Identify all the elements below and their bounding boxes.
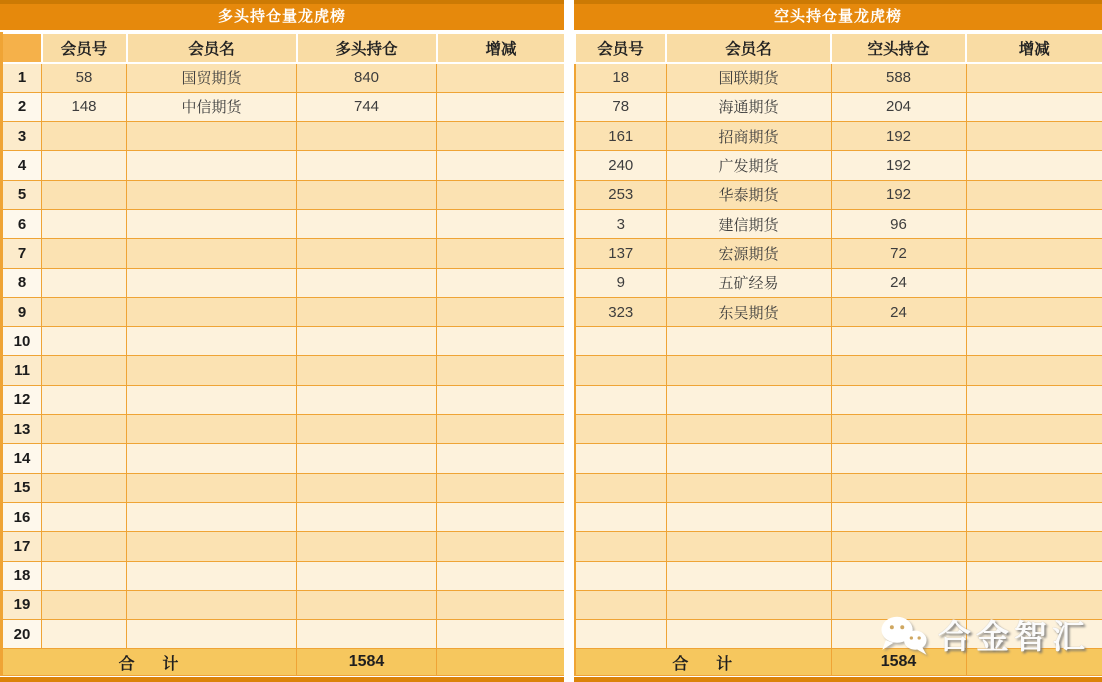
table-row bbox=[2, 620, 566, 649]
member-id-cell bbox=[42, 151, 127, 180]
change-cell bbox=[966, 444, 1102, 473]
member-id-cell bbox=[42, 327, 127, 356]
short-table-title: 空头持仓量龙虎榜 bbox=[574, 4, 1102, 30]
position-cell bbox=[297, 327, 437, 356]
member-name-cell bbox=[127, 297, 297, 326]
change-cell bbox=[437, 151, 566, 180]
table-row bbox=[2, 327, 566, 356]
table-row bbox=[575, 444, 1102, 473]
member-name-cell bbox=[127, 239, 297, 268]
member-name-cell bbox=[127, 180, 297, 209]
total-label: 合 计 bbox=[2, 649, 297, 676]
column-header-change: 增减 bbox=[437, 33, 566, 63]
member-id-cell: 78 bbox=[575, 92, 666, 121]
table-row bbox=[2, 473, 566, 502]
column-header-member-name: 会员名 bbox=[666, 33, 831, 63]
table-row bbox=[2, 297, 566, 326]
position-cell bbox=[297, 268, 437, 297]
member-id-cell: 240 bbox=[575, 151, 666, 180]
member-id-cell bbox=[42, 444, 127, 473]
member-id-cell bbox=[42, 209, 127, 238]
member-name-cell bbox=[666, 561, 831, 590]
member-name-cell bbox=[127, 590, 297, 619]
rank-cell: 7 bbox=[2, 239, 42, 268]
member-name-cell bbox=[666, 502, 831, 531]
member-id-cell: 58 bbox=[42, 63, 127, 92]
member-name-cell bbox=[127, 122, 297, 151]
position-cell bbox=[831, 561, 966, 590]
member-id-cell: 3 bbox=[575, 209, 666, 238]
total-change-cell bbox=[437, 649, 566, 676]
member-id-cell bbox=[575, 415, 666, 444]
position-cell bbox=[297, 297, 437, 326]
table-row bbox=[2, 209, 566, 238]
column-header-member-id: 会员号 bbox=[42, 33, 127, 63]
table-row bbox=[2, 502, 566, 531]
change-cell bbox=[437, 444, 566, 473]
change-cell bbox=[966, 356, 1102, 385]
change-cell bbox=[437, 327, 566, 356]
member-name-cell: 宏源期货 bbox=[666, 239, 831, 268]
change-cell bbox=[966, 122, 1102, 151]
member-id-cell bbox=[42, 415, 127, 444]
total-value: 1584 bbox=[297, 649, 437, 676]
member-id-cell: 9 bbox=[575, 268, 666, 297]
member-name-cell bbox=[127, 620, 297, 649]
rank-cell: 4 bbox=[2, 151, 42, 180]
member-name-cell bbox=[127, 415, 297, 444]
table-row bbox=[575, 502, 1102, 531]
rank-cell: 9 bbox=[2, 297, 42, 326]
rank-cell: 6 bbox=[2, 209, 42, 238]
rank-cell: 3 bbox=[2, 122, 42, 151]
rank-cell: 14 bbox=[2, 444, 42, 473]
member-id-cell: 253 bbox=[575, 180, 666, 209]
change-cell bbox=[966, 385, 1102, 414]
rank-cell: 1 bbox=[2, 63, 42, 92]
member-id-cell bbox=[42, 385, 127, 414]
table-row bbox=[575, 63, 1102, 92]
rank-cell: 13 bbox=[2, 415, 42, 444]
change-cell bbox=[966, 297, 1102, 326]
rank-cell: 12 bbox=[2, 385, 42, 414]
member-id-cell bbox=[575, 502, 666, 531]
member-id-cell bbox=[575, 561, 666, 590]
change-cell bbox=[966, 590, 1102, 619]
member-name-cell bbox=[127, 268, 297, 297]
position-cell bbox=[297, 239, 437, 268]
member-name-cell bbox=[666, 327, 831, 356]
change-cell bbox=[966, 180, 1102, 209]
table-row bbox=[2, 180, 566, 209]
table-row bbox=[575, 209, 1102, 238]
position-cell: 192 bbox=[831, 122, 966, 151]
table-row bbox=[575, 327, 1102, 356]
member-name-cell bbox=[127, 532, 297, 561]
member-name-cell bbox=[127, 151, 297, 180]
member-id-cell bbox=[575, 590, 666, 619]
change-cell bbox=[966, 532, 1102, 561]
position-cell bbox=[831, 415, 966, 444]
member-name-cell: 东吴期货 bbox=[666, 297, 831, 326]
change-cell bbox=[437, 415, 566, 444]
member-id-cell bbox=[42, 268, 127, 297]
member-name-cell: 国贸期货 bbox=[127, 63, 297, 92]
total-row bbox=[2, 649, 566, 676]
member-name-cell bbox=[666, 620, 831, 649]
position-cell: 192 bbox=[831, 180, 966, 209]
change-cell bbox=[437, 92, 566, 121]
position-cell bbox=[831, 444, 966, 473]
table-row bbox=[2, 268, 566, 297]
member-name-cell: 招商期货 bbox=[666, 122, 831, 151]
member-id-cell bbox=[42, 122, 127, 151]
member-name-cell: 海通期货 bbox=[666, 92, 831, 121]
rank-cell: 16 bbox=[2, 502, 42, 531]
long-position-table bbox=[0, 32, 567, 676]
short-position-panel bbox=[574, 0, 1102, 682]
table-row bbox=[2, 151, 566, 180]
change-cell bbox=[966, 502, 1102, 531]
change-cell bbox=[437, 532, 566, 561]
table-row bbox=[575, 473, 1102, 502]
position-cell bbox=[297, 620, 437, 649]
member-id-cell bbox=[575, 532, 666, 561]
change-cell bbox=[966, 63, 1102, 92]
bottom-strip bbox=[0, 677, 564, 682]
change-cell bbox=[437, 620, 566, 649]
position-cell: 744 bbox=[297, 92, 437, 121]
member-name-cell: 中信期货 bbox=[127, 92, 297, 121]
member-id-cell bbox=[42, 180, 127, 209]
change-cell bbox=[437, 502, 566, 531]
table-row bbox=[575, 356, 1102, 385]
table-row bbox=[2, 239, 566, 268]
change-cell bbox=[966, 473, 1102, 502]
member-name-cell: 华泰期货 bbox=[666, 180, 831, 209]
table-row bbox=[575, 620, 1102, 649]
change-cell bbox=[966, 151, 1102, 180]
table-row bbox=[2, 532, 566, 561]
total-value: 1584 bbox=[831, 649, 966, 676]
position-cell: 24 bbox=[831, 297, 966, 326]
member-id-cell bbox=[575, 327, 666, 356]
position-cell bbox=[297, 356, 437, 385]
member-id-cell bbox=[42, 620, 127, 649]
member-id-cell bbox=[42, 239, 127, 268]
member-name-cell bbox=[127, 385, 297, 414]
member-name-cell bbox=[666, 473, 831, 502]
member-name-cell: 建信期货 bbox=[666, 209, 831, 238]
total-change-cell bbox=[966, 649, 1102, 676]
position-cell bbox=[297, 532, 437, 561]
rank-cell: 2 bbox=[2, 92, 42, 121]
table-row bbox=[575, 532, 1102, 561]
change-cell bbox=[437, 356, 566, 385]
table-row bbox=[2, 415, 566, 444]
member-name-cell bbox=[666, 356, 831, 385]
rank-cell: 15 bbox=[2, 473, 42, 502]
table-row bbox=[575, 239, 1102, 268]
table-row bbox=[2, 561, 566, 590]
column-header-member-name: 会员名 bbox=[127, 33, 297, 63]
change-cell bbox=[437, 268, 566, 297]
position-cell bbox=[831, 327, 966, 356]
position-cell bbox=[831, 356, 966, 385]
table-row bbox=[2, 63, 566, 92]
member-id-cell bbox=[575, 473, 666, 502]
member-id-cell bbox=[42, 532, 127, 561]
member-name-cell bbox=[127, 209, 297, 238]
change-cell bbox=[966, 561, 1102, 590]
member-id-cell bbox=[42, 297, 127, 326]
change-cell bbox=[966, 415, 1102, 444]
table-row bbox=[575, 268, 1102, 297]
total-label: 合 计 bbox=[575, 649, 831, 676]
change-cell bbox=[966, 239, 1102, 268]
member-name-cell bbox=[666, 532, 831, 561]
total-row bbox=[575, 649, 1102, 676]
table-row bbox=[575, 180, 1102, 209]
rank-cell: 10 bbox=[2, 327, 42, 356]
table-row bbox=[575, 122, 1102, 151]
member-name-cell bbox=[127, 502, 297, 531]
change-cell bbox=[437, 385, 566, 414]
change-cell bbox=[437, 63, 566, 92]
change-cell bbox=[966, 620, 1102, 649]
table-row bbox=[575, 151, 1102, 180]
table-row bbox=[2, 444, 566, 473]
table-row bbox=[2, 590, 566, 619]
position-cell: 24 bbox=[831, 268, 966, 297]
position-cell bbox=[297, 415, 437, 444]
member-id-cell bbox=[42, 502, 127, 531]
member-id-cell bbox=[575, 444, 666, 473]
member-name-cell bbox=[666, 385, 831, 414]
member-id-cell bbox=[42, 561, 127, 590]
position-cell bbox=[297, 209, 437, 238]
rank-cell: 17 bbox=[2, 532, 42, 561]
member-id-cell: 137 bbox=[575, 239, 666, 268]
position-cell: 72 bbox=[831, 239, 966, 268]
rank-cell: 8 bbox=[2, 268, 42, 297]
table-row bbox=[2, 122, 566, 151]
member-name-cell: 五矿经易 bbox=[666, 268, 831, 297]
rank-cell: 20 bbox=[2, 620, 42, 649]
table-row bbox=[575, 92, 1102, 121]
change-cell bbox=[437, 239, 566, 268]
member-name-cell bbox=[127, 561, 297, 590]
position-cell: 588 bbox=[831, 63, 966, 92]
member-id-cell: 18 bbox=[575, 63, 666, 92]
table-row bbox=[575, 415, 1102, 444]
column-header-position: 多头持仓 bbox=[297, 33, 437, 63]
table-row bbox=[2, 356, 566, 385]
position-cell: 96 bbox=[831, 209, 966, 238]
table-row bbox=[575, 385, 1102, 414]
column-header-member-id: 会员号 bbox=[575, 33, 666, 63]
member-id-cell: 323 bbox=[575, 297, 666, 326]
column-header-change: 增减 bbox=[966, 33, 1102, 63]
position-cell bbox=[297, 473, 437, 502]
member-id-cell bbox=[575, 620, 666, 649]
table-row bbox=[2, 385, 566, 414]
member-name-cell bbox=[127, 444, 297, 473]
position-cell bbox=[831, 473, 966, 502]
change-cell bbox=[437, 590, 566, 619]
rank-cell: 11 bbox=[2, 356, 42, 385]
position-cell bbox=[297, 151, 437, 180]
position-cell bbox=[831, 532, 966, 561]
member-id-cell bbox=[575, 385, 666, 414]
member-id-cell bbox=[42, 590, 127, 619]
member-id-cell bbox=[575, 356, 666, 385]
member-name-cell bbox=[666, 415, 831, 444]
bottom-strip bbox=[574, 677, 1102, 682]
member-id-cell bbox=[42, 473, 127, 502]
member-name-cell bbox=[127, 327, 297, 356]
position-cell: 192 bbox=[831, 151, 966, 180]
position-cell: 204 bbox=[831, 92, 966, 121]
rank-cell: 18 bbox=[2, 561, 42, 590]
change-cell bbox=[966, 92, 1102, 121]
member-name-cell bbox=[127, 356, 297, 385]
position-cell bbox=[297, 502, 437, 531]
member-id-cell bbox=[42, 356, 127, 385]
position-cell bbox=[831, 385, 966, 414]
position-cell bbox=[831, 620, 966, 649]
header-row bbox=[2, 33, 566, 63]
table-row bbox=[575, 590, 1102, 619]
table-row bbox=[575, 297, 1102, 326]
position-cell: 840 bbox=[297, 63, 437, 92]
change-cell bbox=[437, 473, 566, 502]
column-header-position: 空头持仓 bbox=[831, 33, 966, 63]
member-name-cell bbox=[666, 590, 831, 619]
position-cell bbox=[831, 590, 966, 619]
change-cell bbox=[966, 327, 1102, 356]
panel-gap bbox=[564, 0, 574, 682]
position-cell bbox=[297, 385, 437, 414]
change-cell bbox=[437, 180, 566, 209]
member-name-cell bbox=[666, 444, 831, 473]
position-cell bbox=[297, 590, 437, 619]
change-cell bbox=[966, 209, 1102, 238]
change-cell bbox=[966, 268, 1102, 297]
change-cell bbox=[437, 209, 566, 238]
position-cell bbox=[297, 561, 437, 590]
rank-cell: 19 bbox=[2, 590, 42, 619]
change-cell bbox=[437, 297, 566, 326]
member-name-cell: 国联期货 bbox=[666, 63, 831, 92]
table-row bbox=[575, 561, 1102, 590]
position-cell bbox=[297, 444, 437, 473]
member-id-cell: 161 bbox=[575, 122, 666, 151]
long-table-title: 多头持仓量龙虎榜 bbox=[0, 4, 564, 30]
rank-column-header bbox=[2, 33, 42, 63]
table-row bbox=[2, 92, 566, 121]
member-name-cell: 广发期货 bbox=[666, 151, 831, 180]
watermark-text: 合金智汇 bbox=[938, 618, 1090, 655]
rank-cell: 5 bbox=[2, 180, 42, 209]
position-cell bbox=[831, 502, 966, 531]
position-cell bbox=[297, 180, 437, 209]
member-id-cell: 148 bbox=[42, 92, 127, 121]
short-position-table bbox=[574, 32, 1102, 676]
member-name-cell bbox=[127, 473, 297, 502]
position-cell bbox=[297, 122, 437, 151]
change-cell bbox=[437, 561, 566, 590]
header-row bbox=[575, 33, 1102, 63]
change-cell bbox=[437, 122, 566, 151]
